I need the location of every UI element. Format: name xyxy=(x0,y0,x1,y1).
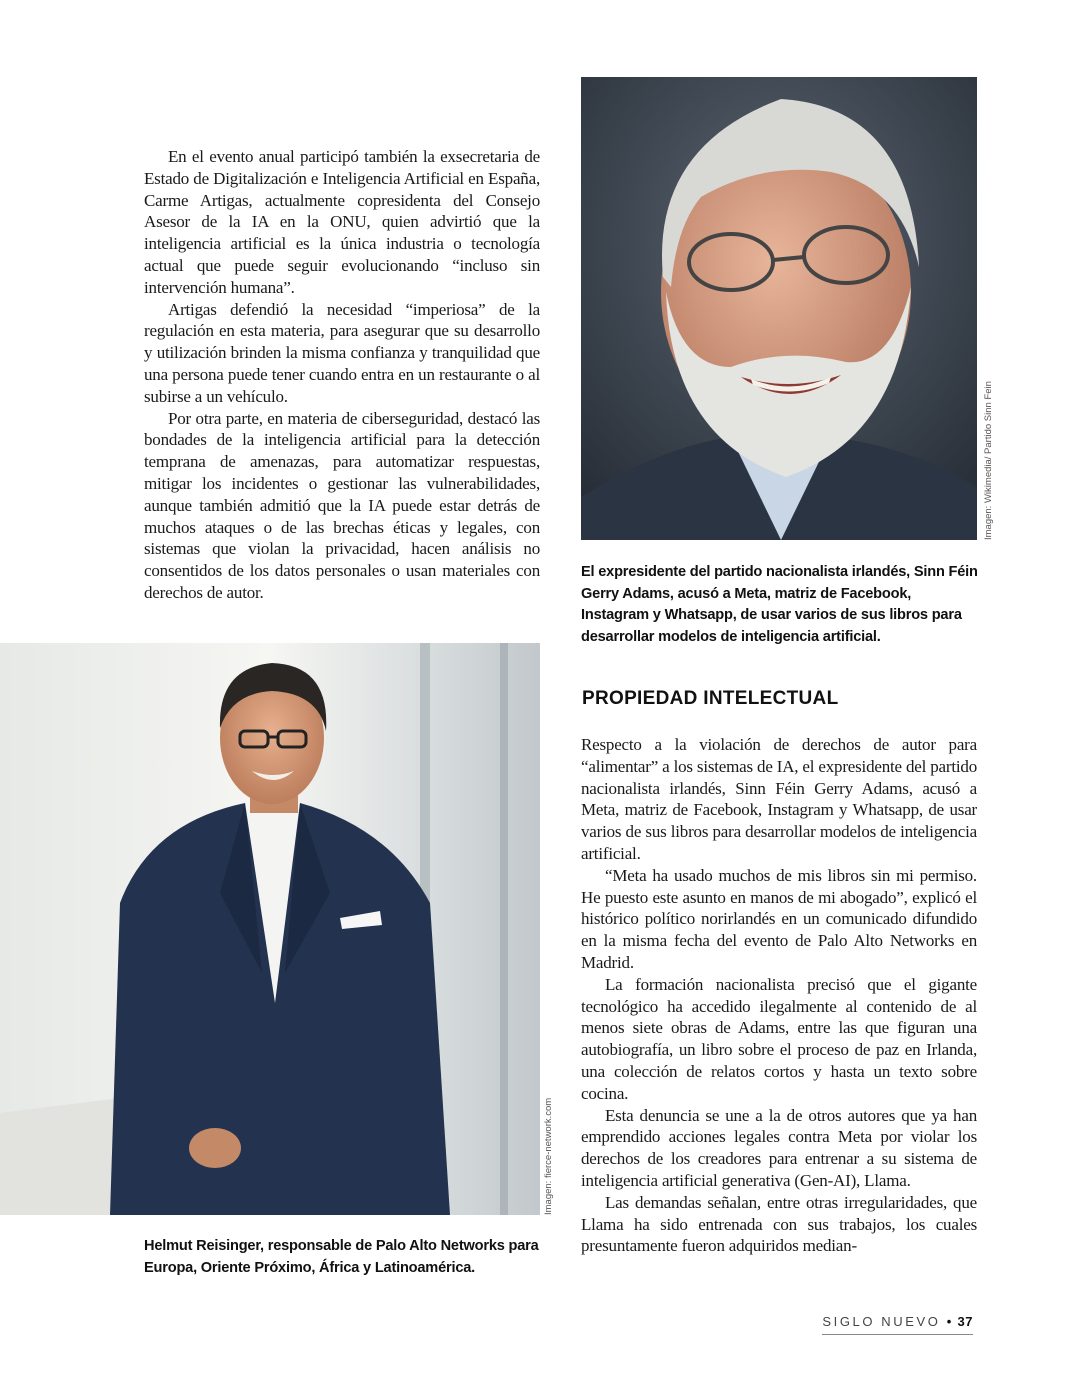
body-paragraph: Por otra parte, en materia de ciberseguridad, destacó las bondades de la inteligencia artificial para la detección temprana de amenazas, para automatizar respuestas, mitigar los incidentes o gestionar las vulnerabilidades, aunque también admitió que la IA puede estar detrás de muchos ataques o de las brechas éticas y legales, con sistemas que violan la privacidad, hacen análisis no consentidos de los datos personales o usan materiales con derechos de autor. xyxy=(144,408,540,602)
body-paragraph: Esta denuncia se une a la de otros autores que ya han emprendido acciones legales contra Meta por violar los derechos de los creadores para entrenar a su sistema de inteligencia artificial generativa (Gen-AI), Llama. xyxy=(581,1105,977,1190)
footer-separator: • xyxy=(946,1314,952,1329)
photo-credit: Imagen: fierce-network.com xyxy=(543,1097,554,1215)
body-paragraph: En el evento anual participó también la exsecretaria de Estado de Digitalización e Inteligencia Artificial en España, Carme Artigas, actualmente copresidenta del Consejo Asesor de la IA en la ONU, quien advirtió que la inteligencia artificial es la única industria o tecnología actual que puede seguir evolucionando “incluso sin intervención humana”. xyxy=(144,147,540,297)
portrait-illustration xyxy=(0,643,540,1215)
body-paragraph: Respecto a la violación de derechos de autor para “alimentar” a los sistemas de IA, el expresidente del partido nacionalista irlandés, Sinn Féin Gerry Adams, acusó a Meta, matriz de Facebook, Instagram y Whatsapp, de usar varios de sus libros para desarrollar modelos de inteligencia artificial. xyxy=(581,735,977,863)
page-number: 37 xyxy=(957,1314,973,1329)
photo-caption: Helmut Reisinger, responsable de Palo Alto Networks para Europa, Oriente Próximo, África y Latinoamérica. xyxy=(144,1238,539,1276)
body-paragraph: “Meta ha usado muchos de mis libros sin mi permiso. He puesto este asunto en manos de mi abogado”, explicó el histórico político norirlandés en un comunicado difundido en la misma fecha del evento de Palo Alto Networks en Madrid. xyxy=(581,865,977,972)
magazine-name: SIGLO NUEVO xyxy=(822,1314,941,1329)
photo-helmut-reisinger xyxy=(0,643,540,1215)
photo-credit: Imagen: Wikimedia/ Partido Sinn Fein xyxy=(983,381,994,540)
right-column-body xyxy=(581,734,977,1257)
body-paragraph: Artigas defendió la necesidad “imperiosa” de la regulación en esta materia, para asegurar que su desarrollo y utilización brinden la misma confianza y tranquilidad que una persona puede tener cuando entra en un restaurante o al subirse a un vehículo. xyxy=(144,299,540,406)
portrait-illustration xyxy=(581,77,977,540)
body-paragraph: Las demandas señalan, entre otras irregularidades, que Llama ha sido entrenada con sus trabajos, los cuales presuntamente fueron adquiridos median- xyxy=(581,1192,977,1256)
page-footer xyxy=(822,1314,973,1335)
section-heading: PROPIEDAD INTELECTUAL xyxy=(582,688,839,709)
left-column-body xyxy=(144,146,540,604)
body-paragraph: La formación nacionalista precisó que el gigante tecnológico ha accedido ilegalmente al contenido de al menos siete obras de Adams, entre las que figuran una autobiografía, un libro sobre el proceso de paz en Irlanda, una colección de relatos cortos y hasta un texto sobre cocina. xyxy=(581,974,977,1103)
photo-caption: El expresidente del partido nacionalista irlandés, Sinn Féin Gerry Adams, acusó a Meta, matriz de Facebook, Instagram y Whatsapp, de usar varios de sus libros para desarrollar modelos de inteligencia artificial. xyxy=(581,564,978,645)
photo-gerry-adams xyxy=(581,77,977,540)
